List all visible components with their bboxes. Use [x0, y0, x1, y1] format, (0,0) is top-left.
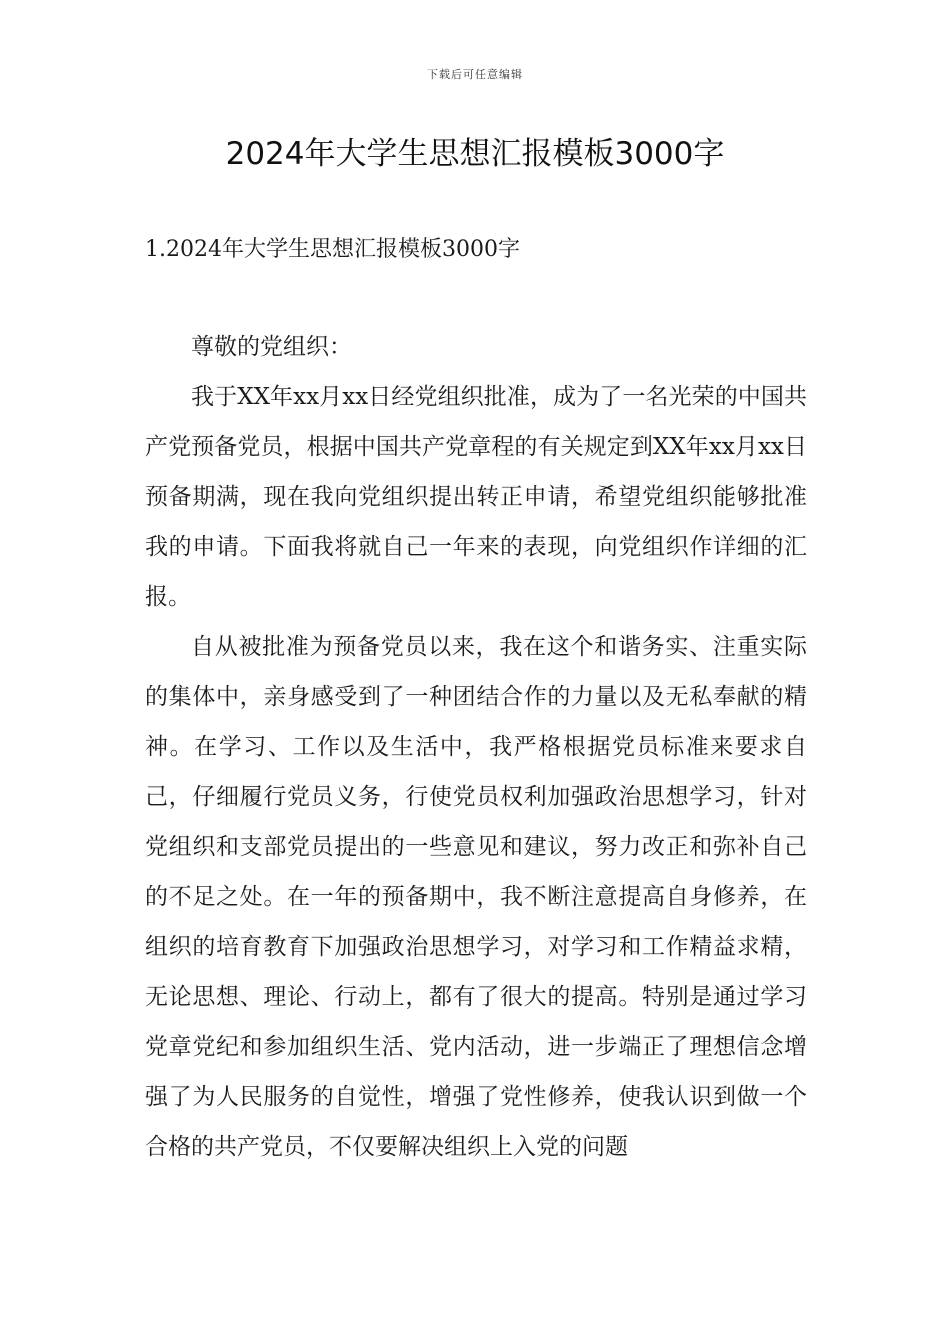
document-body [145, 322, 807, 1172]
paragraph-2: 自从被批准为预备党员以来，我在这个和谐务实、注重实际的集体中，亲身感受到了一种团结合作的力量以及无私奉献的精神。在学习、工作以及生活中，我严格根据党员标准来要求自己，仔细履行党员义务，行使党员权利加强政治思想学习，针对党组织和支部党员提出的一些意见和建议，努力改正和弥补自己的不足之处。在一年的预备期中，我不断注意提高自身修养，在组织的培育教育下加强政治思想学习，对学习和工作精益求精，无论思想、理论、行动上，都有了很大的提高。特别是通过学习党章党纪和参加组织生活、党内活动，进一步端正了理想信念增强了为人民服务的自觉性，增强了党性修养，使我认识到做一个合格的共产党员，不仅要解决组织上入党的问题 [145, 634, 807, 1160]
header-note: 下载后可任意编辑 [427, 68, 523, 81]
document-title: 2024年大学生思想汇报模板3000字 [225, 136, 725, 172]
paragraph-1: 我于XX年xx月xx日经党组织批准，成为了一名光荣的中国共产党预备党员，根据中国共产党章程的有关规定到XX年xx月xx日预备期满，现在我向党组织提出转正申请，希望党组织能够批准我的申请。下面我将就自己一年来的表现，向党组织作详细的汇报。 [145, 384, 807, 610]
salutation: 尊敬的党组织： [191, 334, 352, 360]
section-heading: 1.2024年大学生思想汇报模板3000字 [145, 237, 520, 262]
